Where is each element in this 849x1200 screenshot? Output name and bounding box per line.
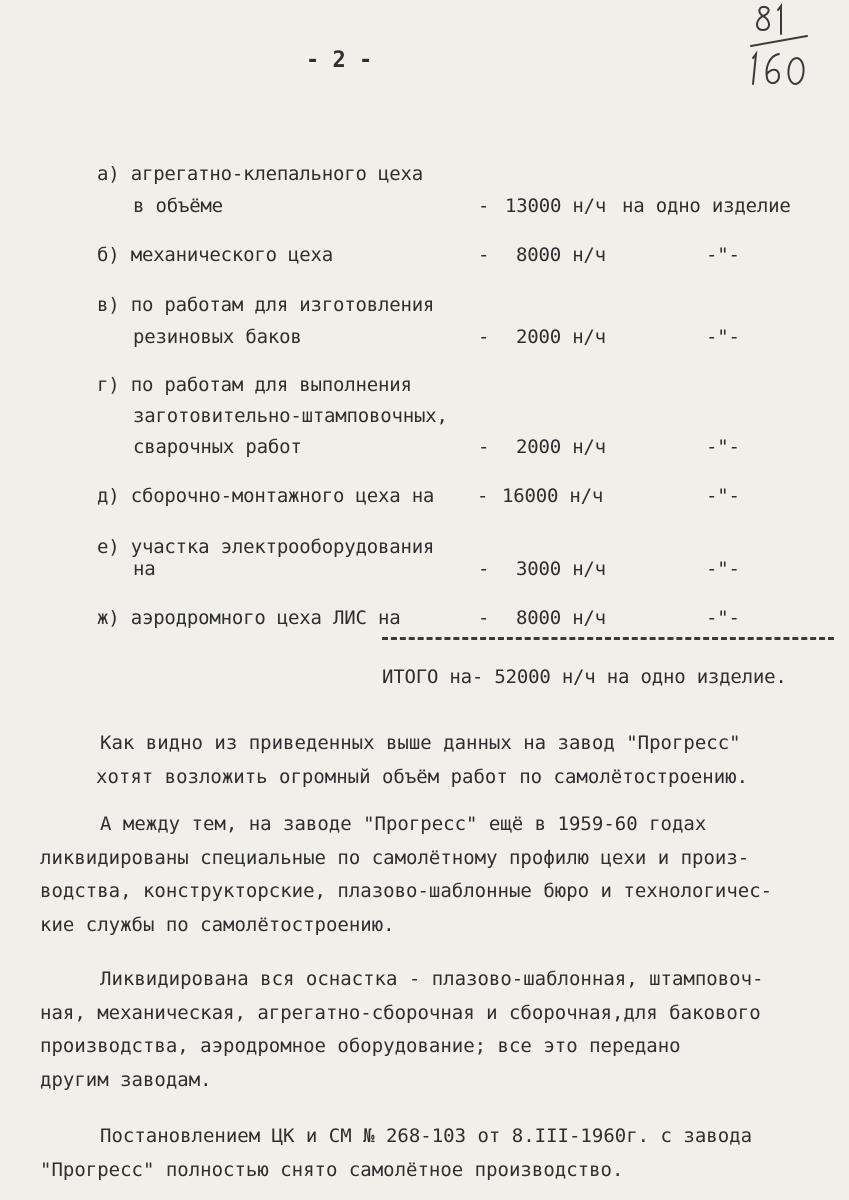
total-divider [382, 637, 834, 640]
item-b-dash: - [478, 244, 490, 266]
item-g-note: -"- [706, 436, 740, 458]
total-line: ИТОГО на- 52000 н/ч на одно изделие. [382, 666, 787, 688]
paragraph-3 [40, 963, 818, 1097]
item-b-label-line-1: б) механического цеха [97, 244, 334, 266]
item-a-label-line-2: в объёме [133, 195, 223, 217]
item-g-value: 2000 н/ч [516, 436, 606, 458]
paragraph-4-line-1: Постановлением ЦК и СМ № 268-103 от 8.III-1960г. с завода [100, 1125, 753, 1147]
item-e-label-line-1: е) участка электрооборудования [97, 536, 435, 558]
paragraph-1 [98, 727, 818, 794]
paragraph-1-line-2: хотят возложить огромный объём работ по самолётостроению. [96, 765, 749, 788]
item-g-label-line-3: сварочных работ [133, 436, 302, 458]
item-e-dash: - [478, 558, 490, 580]
paragraph-4-line-2: "Прогресс" полностью снято самолётное производство. [40, 1158, 624, 1181]
paragraph-3-line-4: другим заводам. [40, 1068, 212, 1091]
item-a-dash: - [478, 195, 490, 217]
item-zh-label-line-1: ж) аэродромного цеха ЛИС на [97, 607, 401, 629]
item-d-dash: - [477, 485, 489, 507]
paragraph-3-line-1: Ликвидирована вся оснастка - плазово-шаблонная, штамповоч- [100, 968, 764, 990]
item-v-value: 2000 н/ч [516, 326, 606, 348]
item-a-note: на одно изделие [622, 195, 791, 217]
paragraph-2-line-4: кие службы по самолётостроению. [40, 913, 395, 936]
item-e-value: 3000 н/ч [516, 558, 606, 580]
paragraph-2-line-3: водства, конструкторские, плазово-шаблонные бюро и технологичес- [40, 880, 773, 903]
item-zh-value: 8000 н/ч [516, 607, 606, 629]
item-d-label-line-1: д) сборочно-монтажного цеха на [97, 485, 435, 507]
item-g-dash: - [478, 436, 490, 458]
item-zh-note: -"- [706, 607, 740, 629]
item-d-note: -"- [706, 485, 740, 507]
item-g-label-line-2: заготовительно-штамповочных, [133, 405, 448, 427]
item-e-label-line-2: на [133, 558, 156, 580]
item-e-note: -"- [706, 558, 740, 580]
item-a-value: 13000 н/ч [505, 195, 607, 217]
item-zh-dash: - [478, 607, 490, 629]
page-number: - 2 - [306, 48, 373, 73]
paragraph-3-line-2: ная, механическая, агрегатно-сборочная и сборочная,для бакового [40, 1001, 761, 1024]
paragraph-2-line-1: А между тем, на заводе "Прогресс" ещё в 1959-60 годах [100, 813, 707, 835]
item-v-note: -"- [706, 326, 740, 348]
paragraph-2-line-2: ликвидированы специальные по самолётному профилю цехи и произ- [40, 846, 750, 869]
handwritten-page-annotation [745, 2, 815, 92]
paragraph-1-line-1: Как видно из приведенных выше данных на завод "Прогресс" [100, 732, 741, 754]
item-v-label-line-2: резиновых баков [133, 326, 302, 348]
item-v-dash: - [478, 326, 490, 348]
item-v-label-line-1: в) по работам для изготовления [97, 294, 435, 316]
item-b-value: 8000 н/ч [516, 244, 606, 266]
item-g-label-line-1: г) по работам для выполнения [97, 374, 412, 396]
paragraph-3-line-3: производства, аэродромное оборудование; все это передано [40, 1035, 681, 1058]
item-d-value: 16000 н/ч [502, 485, 604, 507]
paragraph-4 [40, 1120, 818, 1187]
item-b-note: -"- [706, 244, 740, 266]
paragraph-2 [40, 808, 818, 942]
item-a-label-line-1: а) агрегатно-клепального цеха [97, 163, 423, 185]
